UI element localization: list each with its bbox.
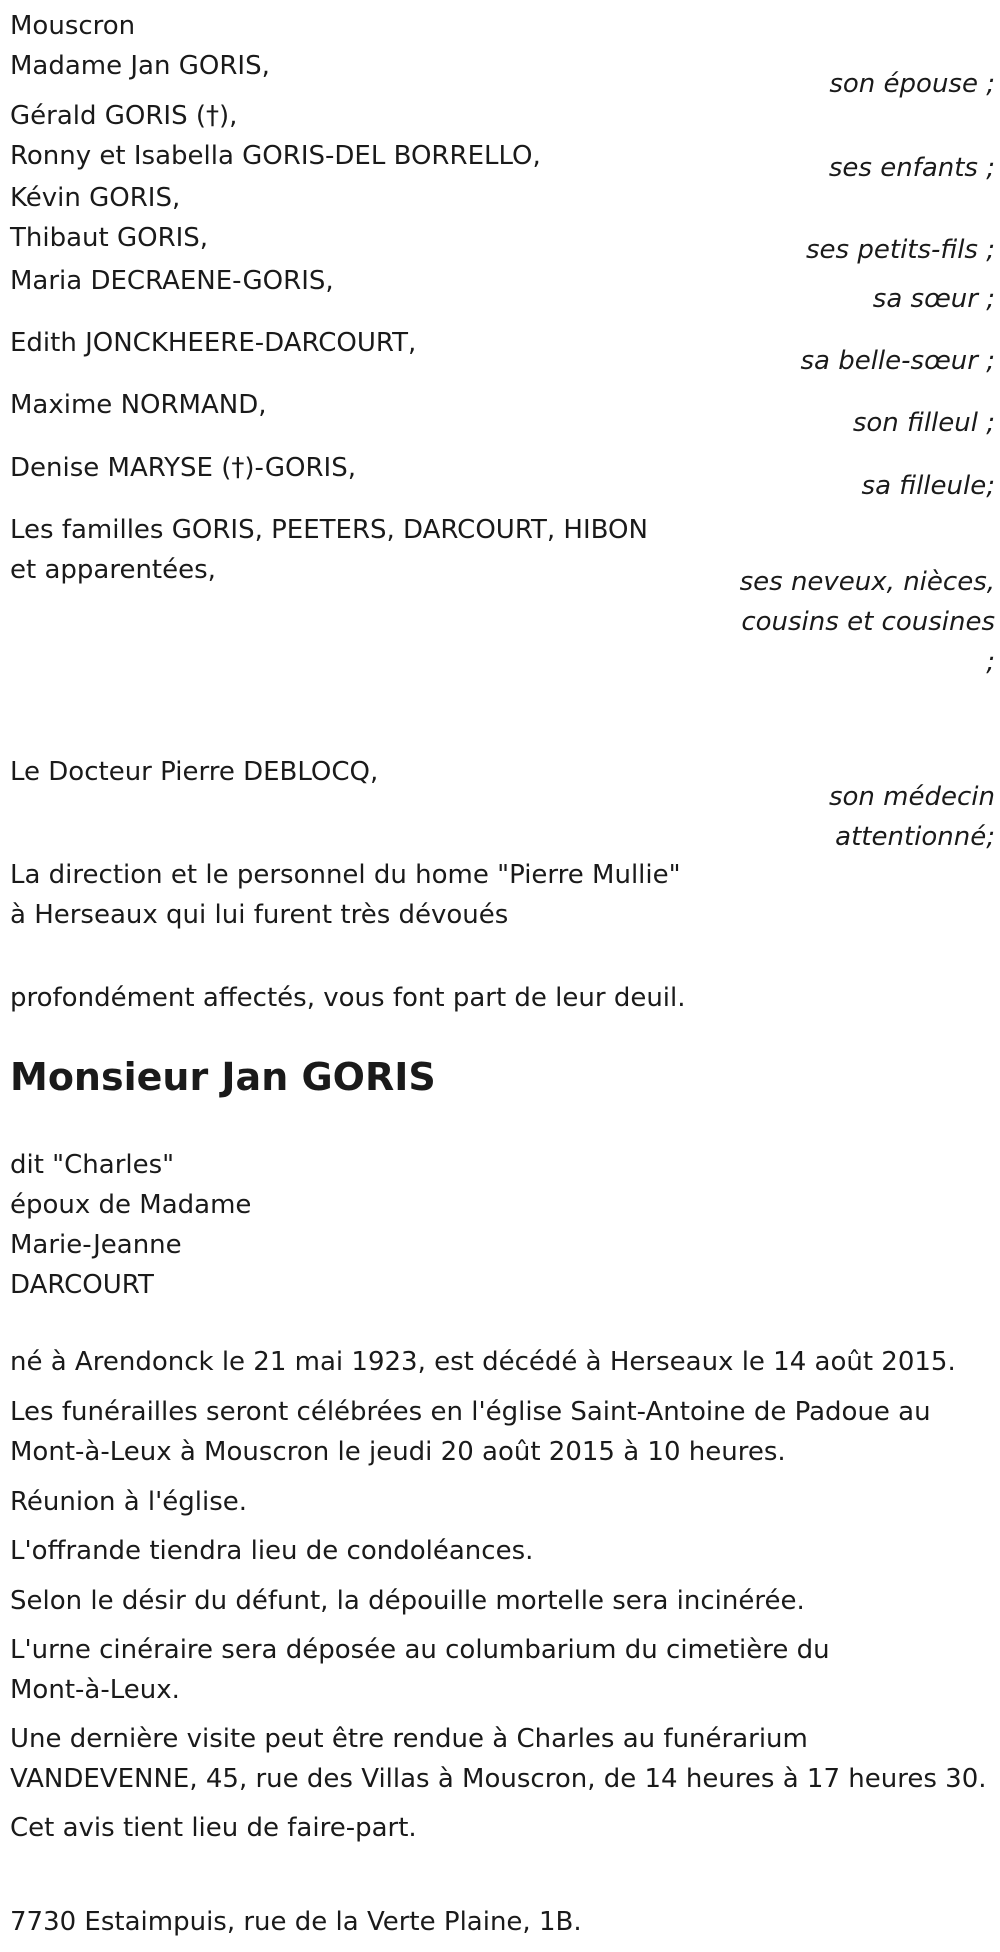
- family-entry: [10, 261, 995, 314]
- family-role: ses enfants ;: [828, 153, 995, 183]
- family-name: Denise MARYSE (†)-GORIS,: [10, 453, 356, 483]
- paragraph-line: VANDEVENNE, 45, rue des Villas à Mouscron, de 14 heures à 17 heures 30.: [10, 1764, 987, 1794]
- family-entry: [10, 752, 995, 852]
- family-entry: [10, 46, 995, 99]
- visit-paragraph: [10, 1719, 987, 1799]
- staff-line: à Herseaux qui lui furent très dévoués: [10, 900, 509, 930]
- family-role: ses petits-fils ;: [806, 235, 995, 265]
- family-name: Gérald GORIS (†),: [10, 101, 238, 131]
- urn-paragraph: [10, 1630, 830, 1710]
- paragraph-line: Mont-à-Leux.: [10, 1675, 180, 1705]
- family-role: sa sœur ;: [872, 284, 995, 314]
- staff-entry: [10, 855, 681, 935]
- detail-line: dit "Charles": [10, 1150, 175, 1180]
- family-role: ses neveux, nièces,: [739, 567, 995, 597]
- family-entry: [10, 510, 995, 677]
- family-name: Edith JONCKHEERE-DARCOURT,: [10, 328, 417, 358]
- family-entry: [10, 96, 995, 183]
- announcement: profondément affectés, vous font part de leur deuil.: [10, 983, 686, 1013]
- family-role: son filleul ;: [852, 408, 995, 438]
- funeral-paragraph: [10, 1392, 931, 1472]
- detail-line: Marie-Jeanne: [10, 1230, 182, 1260]
- notice-line: Cet avis tient lieu de faire-part.: [10, 1813, 417, 1843]
- city-header: Mouscron: [10, 11, 136, 41]
- family-name: Ronny et Isabella GORIS-DEL BORRELLO,: [10, 141, 541, 171]
- family-name: et apparentées,: [10, 555, 216, 585]
- family-role: son épouse ;: [829, 69, 995, 99]
- offering-line: L'offrande tiendra lieu de condoléances.: [10, 1536, 534, 1566]
- paragraph-line: Une dernière visite peut être rendue à Charles au funérarium: [10, 1724, 808, 1754]
- deceased-name: Monsieur Jan GORIS: [10, 1055, 436, 1099]
- family-name: Le Docteur Pierre DEBLOCQ,: [10, 757, 379, 787]
- family-role: ;: [986, 647, 995, 677]
- family-entry: [10, 323, 995, 376]
- family-entry: [10, 178, 995, 265]
- family-name: Kévin GORIS,: [10, 183, 181, 213]
- family-role: son médecin: [828, 782, 995, 812]
- family-name: Maxime NORMAND,: [10, 390, 267, 420]
- address-line: 7730 Estaimpuis, rue de la Verte Plaine, 1B.: [10, 1907, 582, 1937]
- birth-death-line: né à Arendonck le 21 mai 1923, est décédé à Herseaux le 14 août 2015.: [10, 1347, 956, 1377]
- cremation-line: Selon le désir du défunt, la dépouille mortelle sera incinérée.: [10, 1586, 805, 1616]
- family-role: cousins et cousines: [741, 607, 995, 637]
- paragraph-line: Les funérailles seront célébrées en l'église Saint-Antoine de Padoue au: [10, 1397, 931, 1427]
- paragraph-line: L'urne cinéraire sera déposée au columbarium du cimetière du: [10, 1635, 830, 1665]
- family-name: Maria DECRAENE-GORIS,: [10, 266, 334, 296]
- family-name: Thibaut GORIS,: [10, 223, 209, 253]
- family-name: Madame Jan GORIS,: [10, 51, 270, 81]
- deceased-details: [10, 1145, 251, 1305]
- detail-line: DARCOURT: [10, 1270, 154, 1300]
- paragraph-line: Mont-à-Leux à Mouscron le jeudi 20 août 2015 à 10 heures.: [10, 1437, 786, 1467]
- family-entry: [10, 385, 995, 438]
- family-role: attentionné;: [835, 822, 995, 852]
- family-name: Les familles GORIS, PEETERS, DARCOURT, HIBON: [10, 515, 648, 545]
- staff-line: La direction et le personnel du home "Pierre Mullie": [10, 860, 681, 890]
- family-entry: [10, 448, 995, 501]
- meeting-line: Réunion à l'église.: [10, 1487, 248, 1517]
- family-role: sa belle-sœur ;: [800, 346, 995, 376]
- family-role: sa filleule;: [861, 471, 995, 501]
- detail-line: époux de Madame: [10, 1190, 252, 1220]
